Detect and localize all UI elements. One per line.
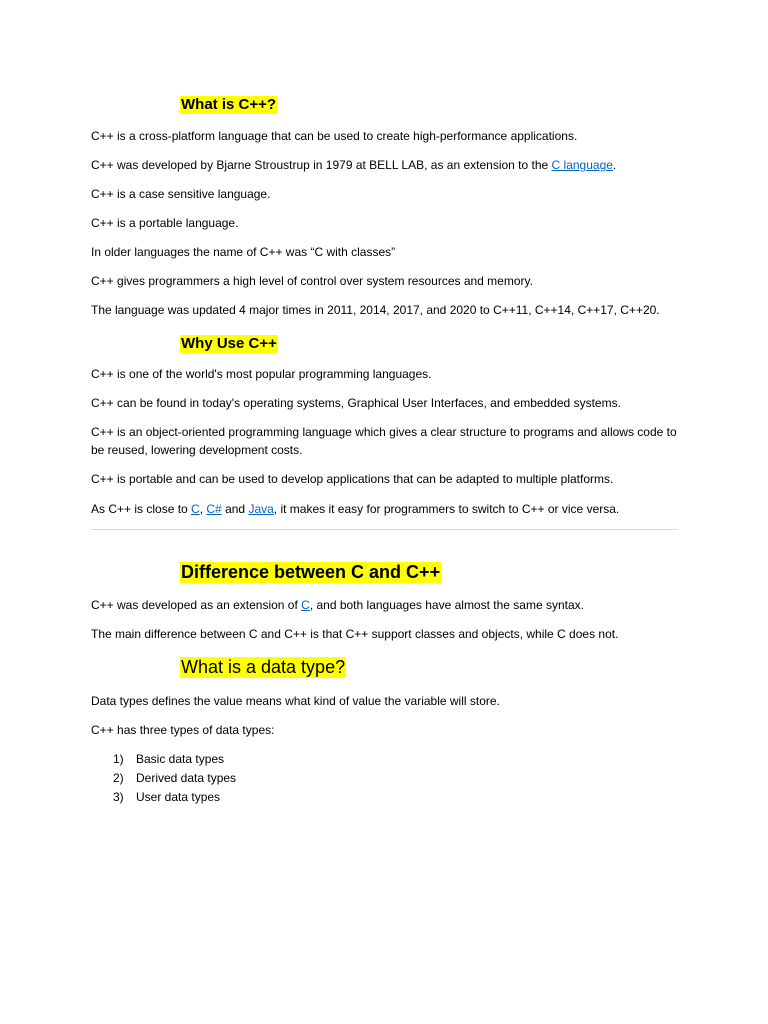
paragraph-popular: C++ is one of the world's most popular programming languages. bbox=[91, 367, 432, 381]
paragraph-data-types-defines: Data types defines the value means what kind of value the variable will store. bbox=[91, 694, 500, 708]
heading-what-is-cpp: What is C++? bbox=[181, 96, 277, 113]
extension-suffix: , and both languages have almost the same syntax. bbox=[309, 598, 584, 612]
paragraph-updates: The language was updated 4 major times in 2011, 2014, 2017, and 2020 to C++11, C++14, C++17, C++20. bbox=[91, 303, 660, 317]
close-sep-1: , bbox=[199, 502, 207, 516]
developed-by-suffix: . bbox=[612, 158, 617, 172]
list-label: User data types bbox=[136, 790, 221, 804]
list-item bbox=[113, 788, 236, 807]
paragraph-case-sensitive: C++ is a case sensitive language. bbox=[91, 187, 271, 201]
paragraph-cross-platform: C++ is a cross-platform language that can be used to create high-performance applications. bbox=[91, 129, 578, 143]
paragraph-close-to bbox=[91, 500, 691, 518]
heading-why-use-cpp: Why Use C++ bbox=[181, 335, 277, 352]
close-to-suffix: , it makes it easy for programmers to switch to C++ or vice versa. bbox=[273, 502, 620, 516]
c-extension-link[interactable]: C bbox=[301, 598, 310, 612]
csharp-link[interactable]: C# bbox=[206, 502, 222, 516]
list-label: Derived data types bbox=[136, 771, 237, 785]
heading-difference: Difference between C and C++ bbox=[181, 562, 441, 582]
heading-data-type: What is a data type? bbox=[181, 657, 346, 677]
list-label: Basic data types bbox=[136, 752, 225, 766]
paragraph-portable: C++ is a portable language. bbox=[91, 216, 239, 230]
c-link[interactable]: C bbox=[191, 502, 200, 516]
paragraph-extension-of-c bbox=[91, 596, 691, 614]
horizontal-divider bbox=[91, 529, 678, 530]
c-language-link[interactable]: C language bbox=[551, 158, 613, 172]
data-types-list bbox=[113, 750, 236, 807]
close-to-text: As C++ is close to bbox=[91, 502, 192, 516]
paragraph-control: C++ gives programmers a high level of control over system resources and memory. bbox=[91, 274, 533, 288]
list-item bbox=[113, 750, 236, 769]
close-sep-2: and bbox=[221, 502, 249, 516]
developed-by-text: C++ was developed by Bjarne Stroustrup in 1979 at BELL LAB, as an extension to the bbox=[91, 158, 552, 172]
paragraph-portable-platforms: C++ is portable and can be used to develop applications that can be adapted to multiple platforms. bbox=[91, 472, 614, 486]
paragraph-developed-by bbox=[91, 156, 691, 174]
paragraph-found-in: C++ can be found in today's operating systems, Graphical User Interfaces, and embedded systems. bbox=[91, 396, 621, 410]
list-number: 3) bbox=[113, 790, 124, 804]
extension-text: C++ was developed as an extension of bbox=[91, 598, 302, 612]
list-item bbox=[113, 769, 236, 788]
paragraph-three-types: C++ has three types of data types: bbox=[91, 723, 275, 737]
java-link[interactable]: Java bbox=[248, 502, 274, 516]
list-number: 2) bbox=[113, 771, 124, 785]
paragraph-c-with-classes: In older languages the name of C++ was “C with classes” bbox=[91, 245, 396, 259]
paragraph-main-difference: The main difference between C and C++ is that C++ support classes and objects, while C does not. bbox=[91, 627, 619, 641]
list-number: 1) bbox=[113, 752, 124, 766]
paragraph-object-oriented: C++ is an object-oriented programming language which gives a clear structure to programs and allows code to be reused, lowering development costs. bbox=[91, 425, 677, 457]
